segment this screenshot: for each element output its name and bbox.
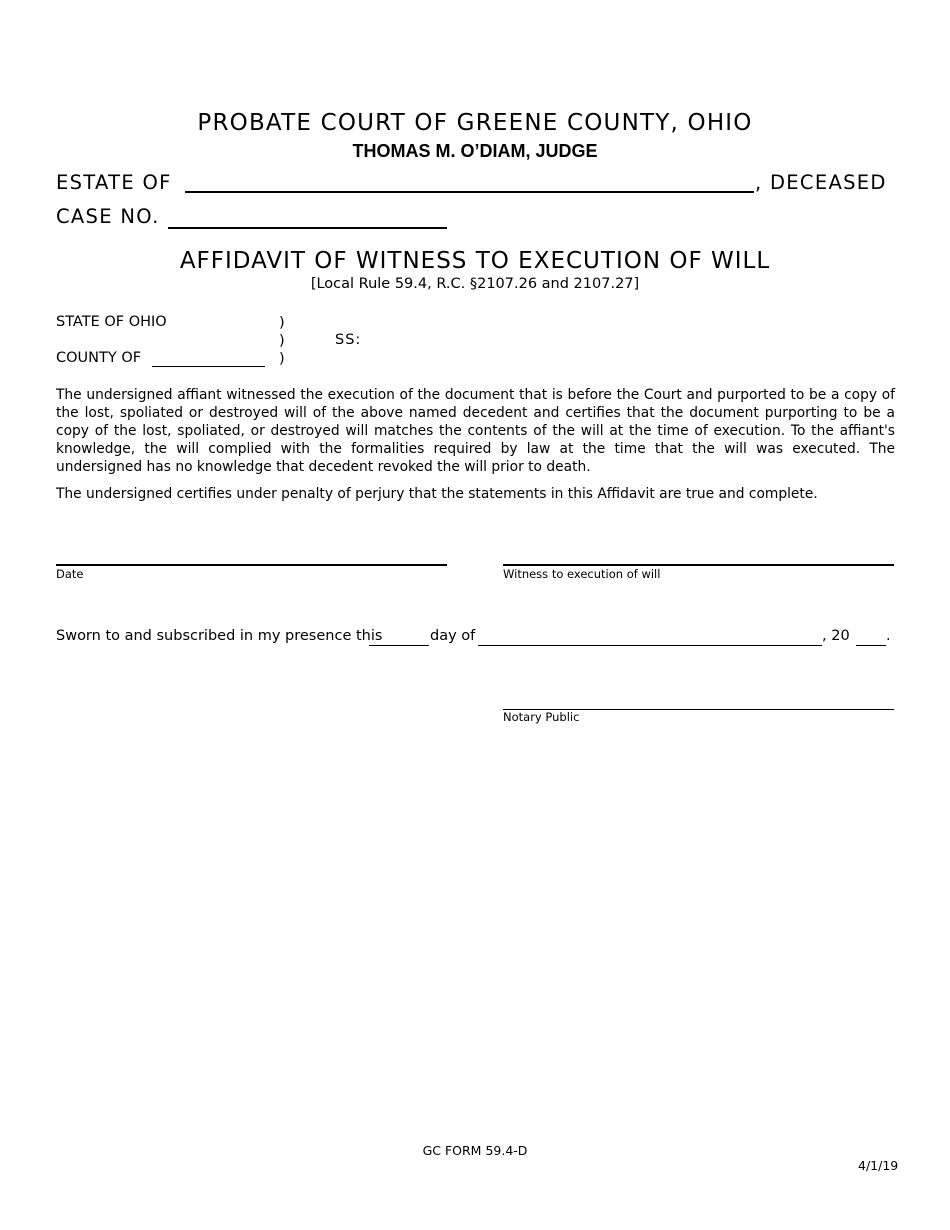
ss-label: SS: [335, 332, 362, 348]
month-field[interactable] [478, 645, 822, 646]
county-label: COUNTY OF [56, 350, 142, 366]
sworn-period: . [886, 628, 891, 644]
court-name: PROBATE COURT OF GREENE COUNTY, OHIO [197, 110, 753, 136]
venue-paren-3: ) [279, 351, 285, 367]
sworn-statement: Sworn to and subscribed in my presence this [56, 628, 383, 644]
state-label: STATE OF OHIO [56, 314, 167, 330]
judge-name: THOMAS M. O’DIAM, JUDGE [352, 141, 598, 161]
witness-signature-line[interactable] [503, 564, 894, 566]
case-number-label: CASE NO. [56, 205, 160, 228]
estate-label: ESTATE OF [56, 171, 172, 194]
date-label: Date [56, 567, 84, 581]
deceased-label: , DECEASED [755, 171, 887, 194]
notary-label: Notary Public [503, 710, 580, 724]
rule-reference: [Local Rule 59.4, R.C. §2107.26 and 2107.27] [310, 276, 640, 292]
certification-paragraph: The undersigned certifies under penalty of perjury that the statements in this Affidavit are true and complete. [56, 486, 818, 502]
form-title: AFFIDAVIT OF WITNESS TO EXECUTION OF WILL [179, 248, 771, 274]
county-field[interactable] [152, 366, 265, 367]
day-field[interactable] [369, 645, 429, 646]
form-date: 4/1/19 [858, 1158, 899, 1173]
form-number: GC FORM 59.4-D [422, 1143, 528, 1158]
year-field[interactable] [856, 645, 886, 646]
venue-paren-1: ) [279, 315, 285, 331]
witness-label: Witness to execution of will [503, 567, 661, 581]
case-number-field[interactable] [168, 227, 447, 229]
date-signature-line[interactable] [56, 564, 447, 566]
estate-name-field[interactable] [185, 191, 754, 193]
venue-paren-2: ) [279, 333, 285, 349]
year-prefix: , 20 [822, 628, 850, 644]
day-of-label: day of [430, 628, 476, 644]
affidavit-paragraph: The undersigned affiant witnessed the execution of the document that is before the Court and purported to be a copy of the lost, spoliated or destroyed will of the above named decedent and certifies that the document purporting to be a copy of the lost, spoliated, or destroyed will matches the contents of the will at the time of execution. To the affiant's knowledge, the will complied with the formalities required by law at the time that the will was executed. The undersigned has no knowledge that decedent revoked the will prior to death. [56, 387, 895, 475]
